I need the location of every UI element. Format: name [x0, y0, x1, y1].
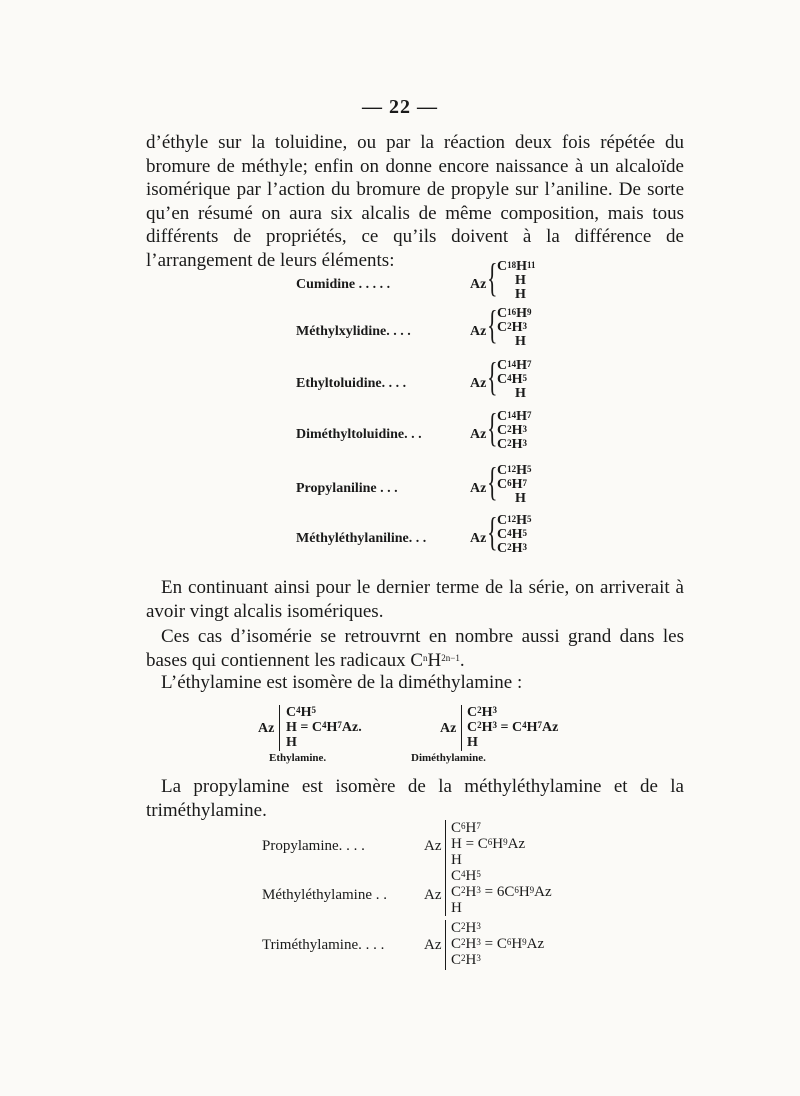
group-stack: $C^{14}H^7$ $C^2H^3$ $C^2H^3$ — [497, 409, 532, 452]
group-stack: $C^6H^7$ $H = C^6H^9Az$ H — [451, 820, 526, 868]
az-symbol: Az — [470, 427, 487, 442]
compound-name: Propylaniline . . . — [296, 481, 398, 496]
az-symbol: Az — [470, 324, 487, 339]
group-stack: $C^4H^5$ $C^2H^3 = 6C^6H^9Az$ H — [451, 868, 552, 916]
az-symbol: Az — [424, 838, 442, 854]
paragraph-ethylamine: L’éthylamine est isomère de la diméthylamine : — [161, 672, 523, 693]
az-symbol: Az — [470, 376, 487, 391]
page-number: — 22 — — [362, 96, 438, 118]
vertical-bar — [445, 820, 446, 868]
group-stack: $C^{12}H^5$ $C^4H^5$ $C^2H^3$ — [497, 513, 532, 556]
intro-paragraph-text: d’éthyle sur la toluidine, ou par la réaction deux fois répétée du bromure de méthyle; enfin on donne encore naissance à un alcaloïde isomérique par l’action du bromure de propyle sur l’aniline. De sorte qu’en résumé on aura six alcalis de même composition, mais tous différents de propriétés, ce qu’ils doivent à la différence de l’arrangement de leurs éléments: — [146, 132, 684, 271]
paragraph-vingt: En continuant ainsi pour le dernier terme de la série, on arriverait à avoir vingt alcalis isomériques. — [146, 577, 684, 622]
compound-name: Méthylxylidine. . . . — [296, 324, 411, 339]
az-symbol: Az — [424, 887, 442, 903]
az-symbol: Az — [424, 937, 442, 953]
compound-name: Cumidine . . . . . — [296, 277, 391, 292]
brace-icon: { — [487, 302, 498, 347]
compound-name: Triméthylamine. . . . — [262, 937, 385, 953]
group-stack: $C^{14}H^7$ $C^4H^5$ H — [497, 358, 532, 401]
az-symbol: Az — [470, 277, 487, 292]
compound-name: Méthyléthylamine . . — [262, 887, 387, 903]
vertical-bar — [279, 705, 280, 751]
compound-name: Méthyléthylaniline. . . — [296, 531, 427, 546]
group-stack: $C^{12}H^5$ $C^6H^7$ H — [497, 463, 532, 506]
group-stack — [497, 260, 536, 302]
vertical-bar — [445, 868, 446, 916]
vertical-bar — [461, 705, 462, 751]
brace-icon: { — [487, 509, 498, 554]
group-stack: $C^4H^5$ $H = C^4H^7Az$. H — [286, 705, 362, 750]
brace-icon: { — [487, 405, 498, 450]
compound-name: Ethyltoluidine. . . . — [296, 376, 407, 391]
az-symbol: Az — [440, 721, 457, 736]
group-stack: $C^2H^3$ $C^2H^3 = C^4H^7Az$ H — [467, 705, 559, 750]
group: $C^{18}H^{11}$ — [497, 259, 536, 274]
vertical-bar — [445, 920, 446, 970]
intro-paragraph — [146, 131, 684, 272]
brace-icon: { — [487, 459, 498, 504]
compound-name: Diméthyltoluidine. . . — [296, 427, 422, 442]
brace-icon: { — [487, 255, 498, 300]
group: H — [515, 287, 526, 302]
group: H — [515, 491, 526, 506]
az-symbol: Az — [258, 721, 275, 736]
az-symbol: Az — [470, 481, 487, 496]
paragraph-isomerie: Ces cas d’isomérie se retrouvrnt en nombre aussi grand dans les bases qui contiennent les radicaux $C^nH^{2n-1}$. — [146, 626, 684, 671]
group: H — [515, 386, 526, 401]
compound-name: Propylamine. . . . — [262, 838, 365, 854]
group: H — [515, 273, 526, 288]
caption-ethylamine: Ethylamine. — [269, 752, 327, 764]
az-symbol: Az — [470, 531, 487, 546]
paragraph-propylamine: La propylamine est isomère de la méthyléthylamine et de la triméthylamine. — [146, 776, 684, 821]
group-stack: $C^2H^3$ $C^2H^3 = C^6H^9Az$ $C^2H^3$ — [451, 920, 545, 968]
brace-icon: { — [487, 354, 498, 399]
group-stack: $C^{16}H^9$ $C^2H^3$ H — [497, 306, 532, 349]
group: H — [515, 334, 526, 349]
caption-dimethylamine: Diméthylamine. — [411, 752, 486, 764]
